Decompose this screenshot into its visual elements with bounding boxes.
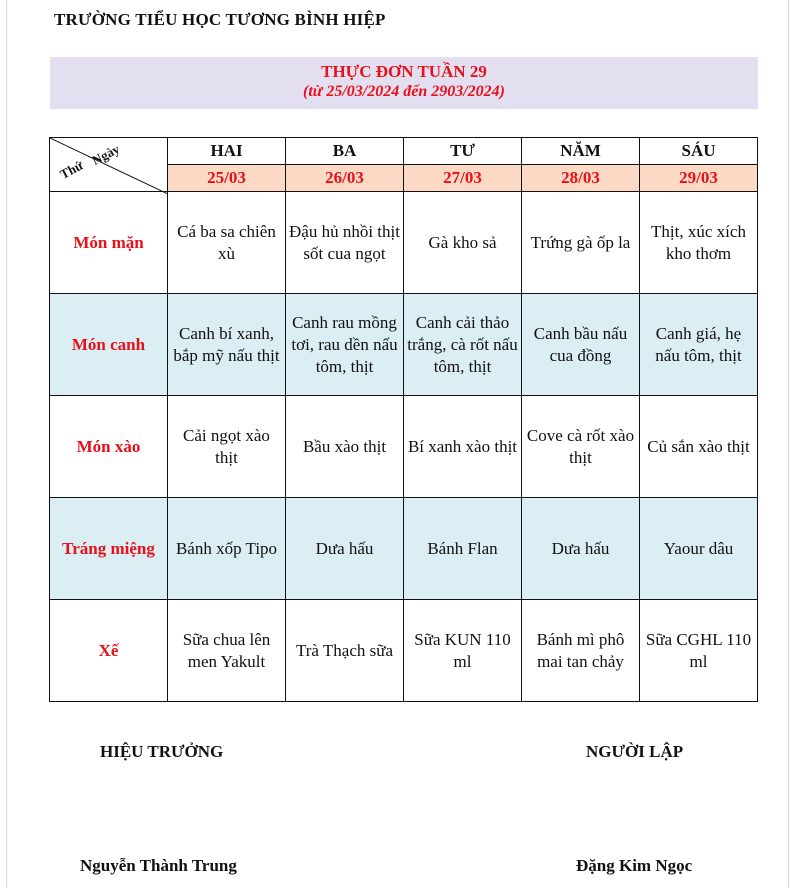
menu-cell: Đậu hủ nhồi thịt sốt cua ngọt (286, 192, 404, 294)
day-header: TƯ (404, 138, 522, 165)
menu-cell: Bí xanh xào thịt (404, 396, 522, 498)
menu-cell: Sữa KUN 110 ml (404, 600, 522, 702)
menu-cell: Sữa CGHL 110 ml (640, 600, 758, 702)
day-header: NĂM (522, 138, 640, 165)
principal-name: Nguyễn Thành Trung (80, 856, 237, 875)
day-header: HAI (168, 138, 286, 165)
menu-cell: Cove cà rốt xào thịt (522, 396, 640, 498)
menu-cell: Yaour dâu (640, 498, 758, 600)
menu-row-trang-mieng (50, 498, 758, 600)
menu-cell: Bánh Flan (404, 498, 522, 600)
weekly-menu-table (49, 137, 758, 702)
preparer-title: NGƯỜI LẬP (586, 742, 684, 761)
school-name: TRƯỜNG TIỂU HỌC TƯƠNG BÌNH HIỆP (54, 10, 386, 29)
menu-cell: Bầu xào thịt (286, 396, 404, 498)
menu-cell: Canh giá, hẹ nấu tôm, thịt (640, 294, 758, 396)
menu-cell: Canh cải thảo trắng, cà rốt nấu tôm, thịt (404, 294, 522, 396)
menu-title: THỰC ĐƠN TUẦN 29 (321, 62, 487, 81)
menu-cell: Dưa hấu (522, 498, 640, 600)
menu-cell: Sữa chua lên men Yakult (168, 600, 286, 702)
menu-banner (50, 57, 758, 109)
corner-thu-label: Thứ (57, 157, 86, 182)
row-label: Xế (50, 600, 168, 702)
day-date: 25/03 (168, 165, 286, 192)
menu-row-mon-xao (50, 396, 758, 498)
menu-cell: Thịt, xúc xích kho thơm (640, 192, 758, 294)
day-date: 27/03 (404, 165, 522, 192)
preparer-name: Đặng Kim Ngọc (576, 856, 693, 875)
menu-cell: Củ sắn xào thịt (640, 396, 758, 498)
menu-cell: Dưa hấu (286, 498, 404, 600)
day-header: BA (286, 138, 404, 165)
menu-cell: Cá ba sa chiên xù (168, 192, 286, 294)
menu-cell: Bánh mì phô mai tan chảy (522, 600, 640, 702)
menu-cell: Trứng gà ốp la (522, 192, 640, 294)
row-label: Món xào (50, 396, 168, 498)
menu-cell: Gà kho sả (404, 192, 522, 294)
menu-cell: Trà Thạch sữa (286, 600, 404, 702)
row-label: Món mặn (50, 192, 168, 294)
menu-row-mon-canh (50, 294, 758, 396)
menu-row-mon-man (50, 192, 758, 294)
menu-date-range: (từ 25/03/2024 đến 2903/2024) (302, 83, 506, 100)
menu-cell: Canh bầu nấu cua đồng (522, 294, 640, 396)
menu-cell: Cải ngọt xào thịt (168, 396, 286, 498)
day-date: 29/03 (640, 165, 758, 192)
corner-ngay-label: Ngày (89, 141, 122, 168)
row-label: Món canh (50, 294, 168, 396)
menu-cell: Canh bí xanh, bắp mỹ nấu thịt (168, 294, 286, 396)
corner-cell (50, 138, 168, 192)
menu-cell: Canh rau mồng tơi, rau dền nấu tôm, thịt (286, 294, 404, 396)
principal-title: HIỆU TRƯỞNG (100, 742, 224, 761)
menu-row-xe (50, 600, 758, 702)
menu-cell: Bánh xốp Tipo (168, 498, 286, 600)
row-label: Tráng miệng (50, 498, 168, 600)
day-header: SÁU (640, 138, 758, 165)
day-date: 26/03 (286, 165, 404, 192)
day-date: 28/03 (522, 165, 640, 192)
